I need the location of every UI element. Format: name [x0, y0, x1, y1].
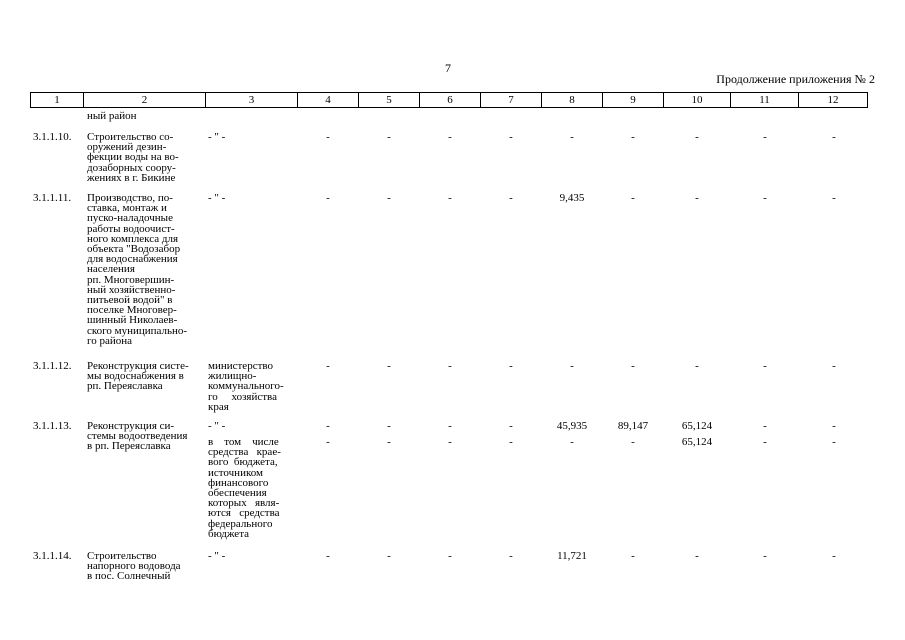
row-value-col-12: - [832, 360, 836, 372]
row-value-col-9: - [631, 550, 635, 562]
header-col-11: 11 [731, 93, 799, 107]
row-code: 3.1.1.12. [33, 360, 72, 372]
page-number: 7 [445, 61, 451, 75]
row-executor: министерство жилищно- коммунального- го хозяйства края [208, 360, 284, 413]
sub-row-value-col-11: - [763, 436, 767, 448]
row-value-col-8: - [570, 131, 574, 143]
row-value-col-10: - [695, 360, 699, 372]
header-col-1: 1 [31, 93, 84, 107]
sub-row-value-col-6: - [448, 436, 452, 448]
row-value-col-4: - [326, 550, 330, 562]
row-value-col-11: - [763, 192, 767, 204]
header-col-4: 4 [298, 93, 359, 107]
row-value-col-12: - [832, 550, 836, 562]
header-col-2: 2 [84, 93, 206, 107]
row-value-col-6: - [448, 420, 452, 432]
row-value-col-4: - [326, 192, 330, 204]
row-value-col-6: - [448, 360, 452, 372]
row-code: 3.1.1.10. [33, 131, 72, 143]
header-col-5: 5 [359, 93, 420, 107]
row-name: Строительство со- оружений дезин- фекции воды на во- дозаборных соору- жениях в г. Бикине [87, 131, 179, 184]
row-value-col-8: - [570, 360, 574, 372]
continuation-label: Продолжение приложения № 2 [716, 72, 875, 86]
row-value-col-10: - [695, 131, 699, 143]
header-col-10: 10 [664, 93, 731, 107]
header-col-9: 9 [603, 93, 664, 107]
row-value-col-6: - [448, 192, 452, 204]
header-col-3: 3 [206, 93, 298, 107]
row-code: 3.1.1.13. [33, 420, 72, 432]
row-value-col-8: 11,721 [557, 550, 587, 562]
row-value-col-5: - [387, 360, 391, 372]
row-value-col-9: 89,147 [617, 420, 649, 432]
row-value-col-4: - [326, 360, 330, 372]
carryover-text: ный район [87, 110, 137, 122]
table-header-row [30, 92, 868, 108]
sub-row-value-col-9: - [631, 436, 635, 448]
row-executor: - " - [208, 131, 226, 143]
row-value-col-10: 65,124 [681, 420, 713, 432]
row-value-col-12: - [832, 192, 836, 204]
row-value-col-7: - [509, 131, 513, 143]
row-name: Производство, по- ставка, монтаж и пуско-наладочные работы водоочист- ного комплекса для объекта "Водозабор для водоснабжения населения рп. Многовершин- ный хозяйственно- питьевой водой" в поселке Многовер- шинный Николаев- ского муниципально- го района [87, 192, 188, 347]
row-value-col-4: - [326, 420, 330, 432]
row-code: 3.1.1.11. [33, 192, 72, 204]
row-value-col-11: - [763, 550, 767, 562]
row-value-col-7: - [509, 420, 513, 432]
sub-row-value-col-7: - [509, 436, 513, 448]
row-value-col-5: - [387, 550, 391, 562]
row-executor: - " - [208, 550, 226, 562]
header-col-6: 6 [420, 93, 481, 107]
row-value-col-5: - [387, 192, 391, 204]
row-value-col-10: - [695, 192, 699, 204]
sub-row-value-col-10: 65,124 [681, 436, 713, 448]
row-value-col-7: - [509, 550, 513, 562]
row-value-col-7: - [509, 192, 513, 204]
row-value-col-5: - [387, 131, 391, 143]
header-col-12: 12 [827, 94, 839, 106]
row-value-col-12: - [832, 420, 836, 432]
row-code: 3.1.1.14. [33, 550, 72, 562]
header-col-7: 7 [481, 93, 542, 107]
row-value-col-8: 9,435 [559, 192, 585, 204]
row-value-col-11: - [763, 360, 767, 372]
sub-row-value-col-4: - [326, 436, 330, 448]
header-col-8: 8 [542, 93, 603, 107]
row-value-col-8: 45,935 [556, 420, 588, 432]
row-name: Реконструкция си- стемы водоотведения в рп. Переяславка [87, 420, 188, 453]
row-value-col-6: - [448, 550, 452, 562]
row-value-col-9: - [631, 360, 635, 372]
row-value-col-11: - [763, 420, 767, 432]
row-value-col-5: - [387, 420, 391, 432]
sub-row-value-col-8: - [570, 436, 574, 448]
row-executor: - " - [208, 420, 226, 432]
row-value-col-9: - [631, 131, 635, 143]
row-value-col-9: - [631, 192, 635, 204]
row-value-col-11: - [763, 131, 767, 143]
row-value-col-4: - [326, 131, 330, 143]
sub-row-value-col-5: - [387, 436, 391, 448]
row-value-col-6: - [448, 131, 452, 143]
row-executor: - " - [208, 192, 226, 204]
row-name: Реконструкция систе- мы водоснабжения в рп. Переяславка [87, 360, 189, 393]
row-name: Строительство напорного водовода в пос. Солнечный [87, 550, 181, 583]
sub-row-executor: в том числе средства крае- вого бюджета, источником финансового обеспечения которых явля- ются средства федерального бюджета [208, 436, 281, 540]
row-value-col-10: - [695, 550, 699, 562]
sub-row-value-col-12: - [832, 436, 836, 448]
row-value-col-7: - [509, 360, 513, 372]
row-value-col-12: - [832, 131, 836, 143]
